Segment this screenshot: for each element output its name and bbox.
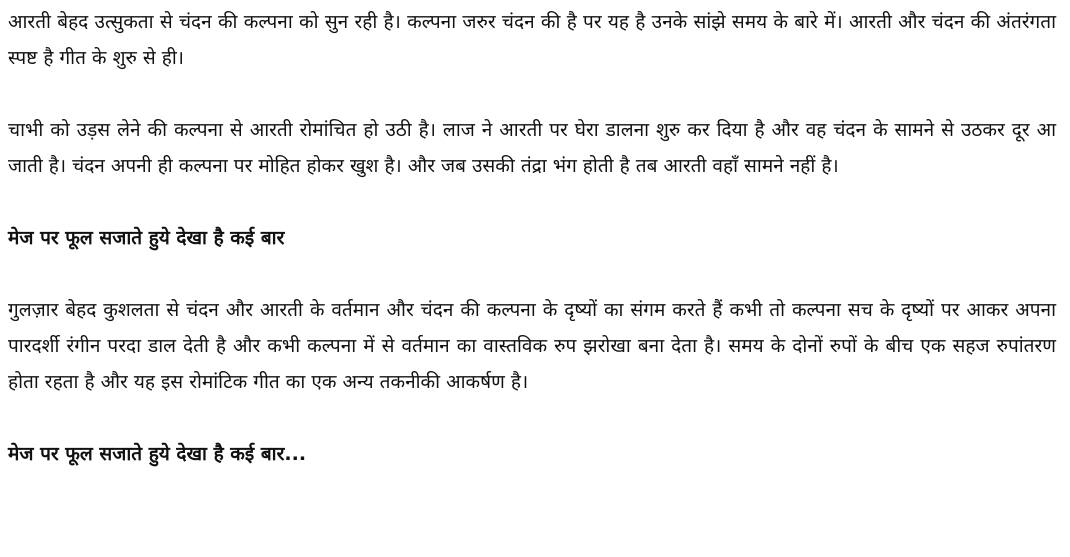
- paragraph-key-scene: चाभी को उड़स लेने की कल्पना से आरती रोमांचित हो उठी है। लाज ने आरती पर घेरा डालना शुरु कर दिया है और वह चंदन के सामने से उठकर दूर आ जाती है। चंदन अपनी ही कल्पना पर मोहित होकर खुश है। और जब उसकी तंद्रा भंग होती है तब आरती वहाँ सामने नहीं है।: [8, 119, 1056, 177]
- song-line-heading-closing: मेज पर फूल सजाते हुये देखा है कई बार...: [8, 443, 307, 465]
- song-line-heading: मेज पर फूल सजाते हुये देखा है कई बार: [8, 227, 285, 249]
- article-body: [8, 4, 1056, 472]
- paragraph-intro: आरती बेहद उत्सुकता से चंदन की कल्पना को सुन रही है। कल्पना जरुर चंदन की है पर यह है उनके सांझे समय के बारे में। आरती और चंदन की अंतरंगता स्पष्ट है गीत के शुरु से ही।: [8, 11, 1056, 69]
- paragraph-analysis: गुलज़ार बेहद कुशलता से चंदन और आरती के वर्तमान और चंदन की कल्पना के दृष्यों का संगम करते हैं कभी तो कल्पना सच के दृष्यों पर आकर अपना पारदर्शी रंगीन परदा डाल देती है और कभी कल्पना में से वर्तमान का वास्तविक रुप झरोखा बना देता है। समय के दोनों रुपों के बीच एक सहज रुपांतरण होता रहता है और यह इस रोमांटिक गीत का एक अन्य तकनीकी आकर्षण है।: [8, 299, 1056, 393]
